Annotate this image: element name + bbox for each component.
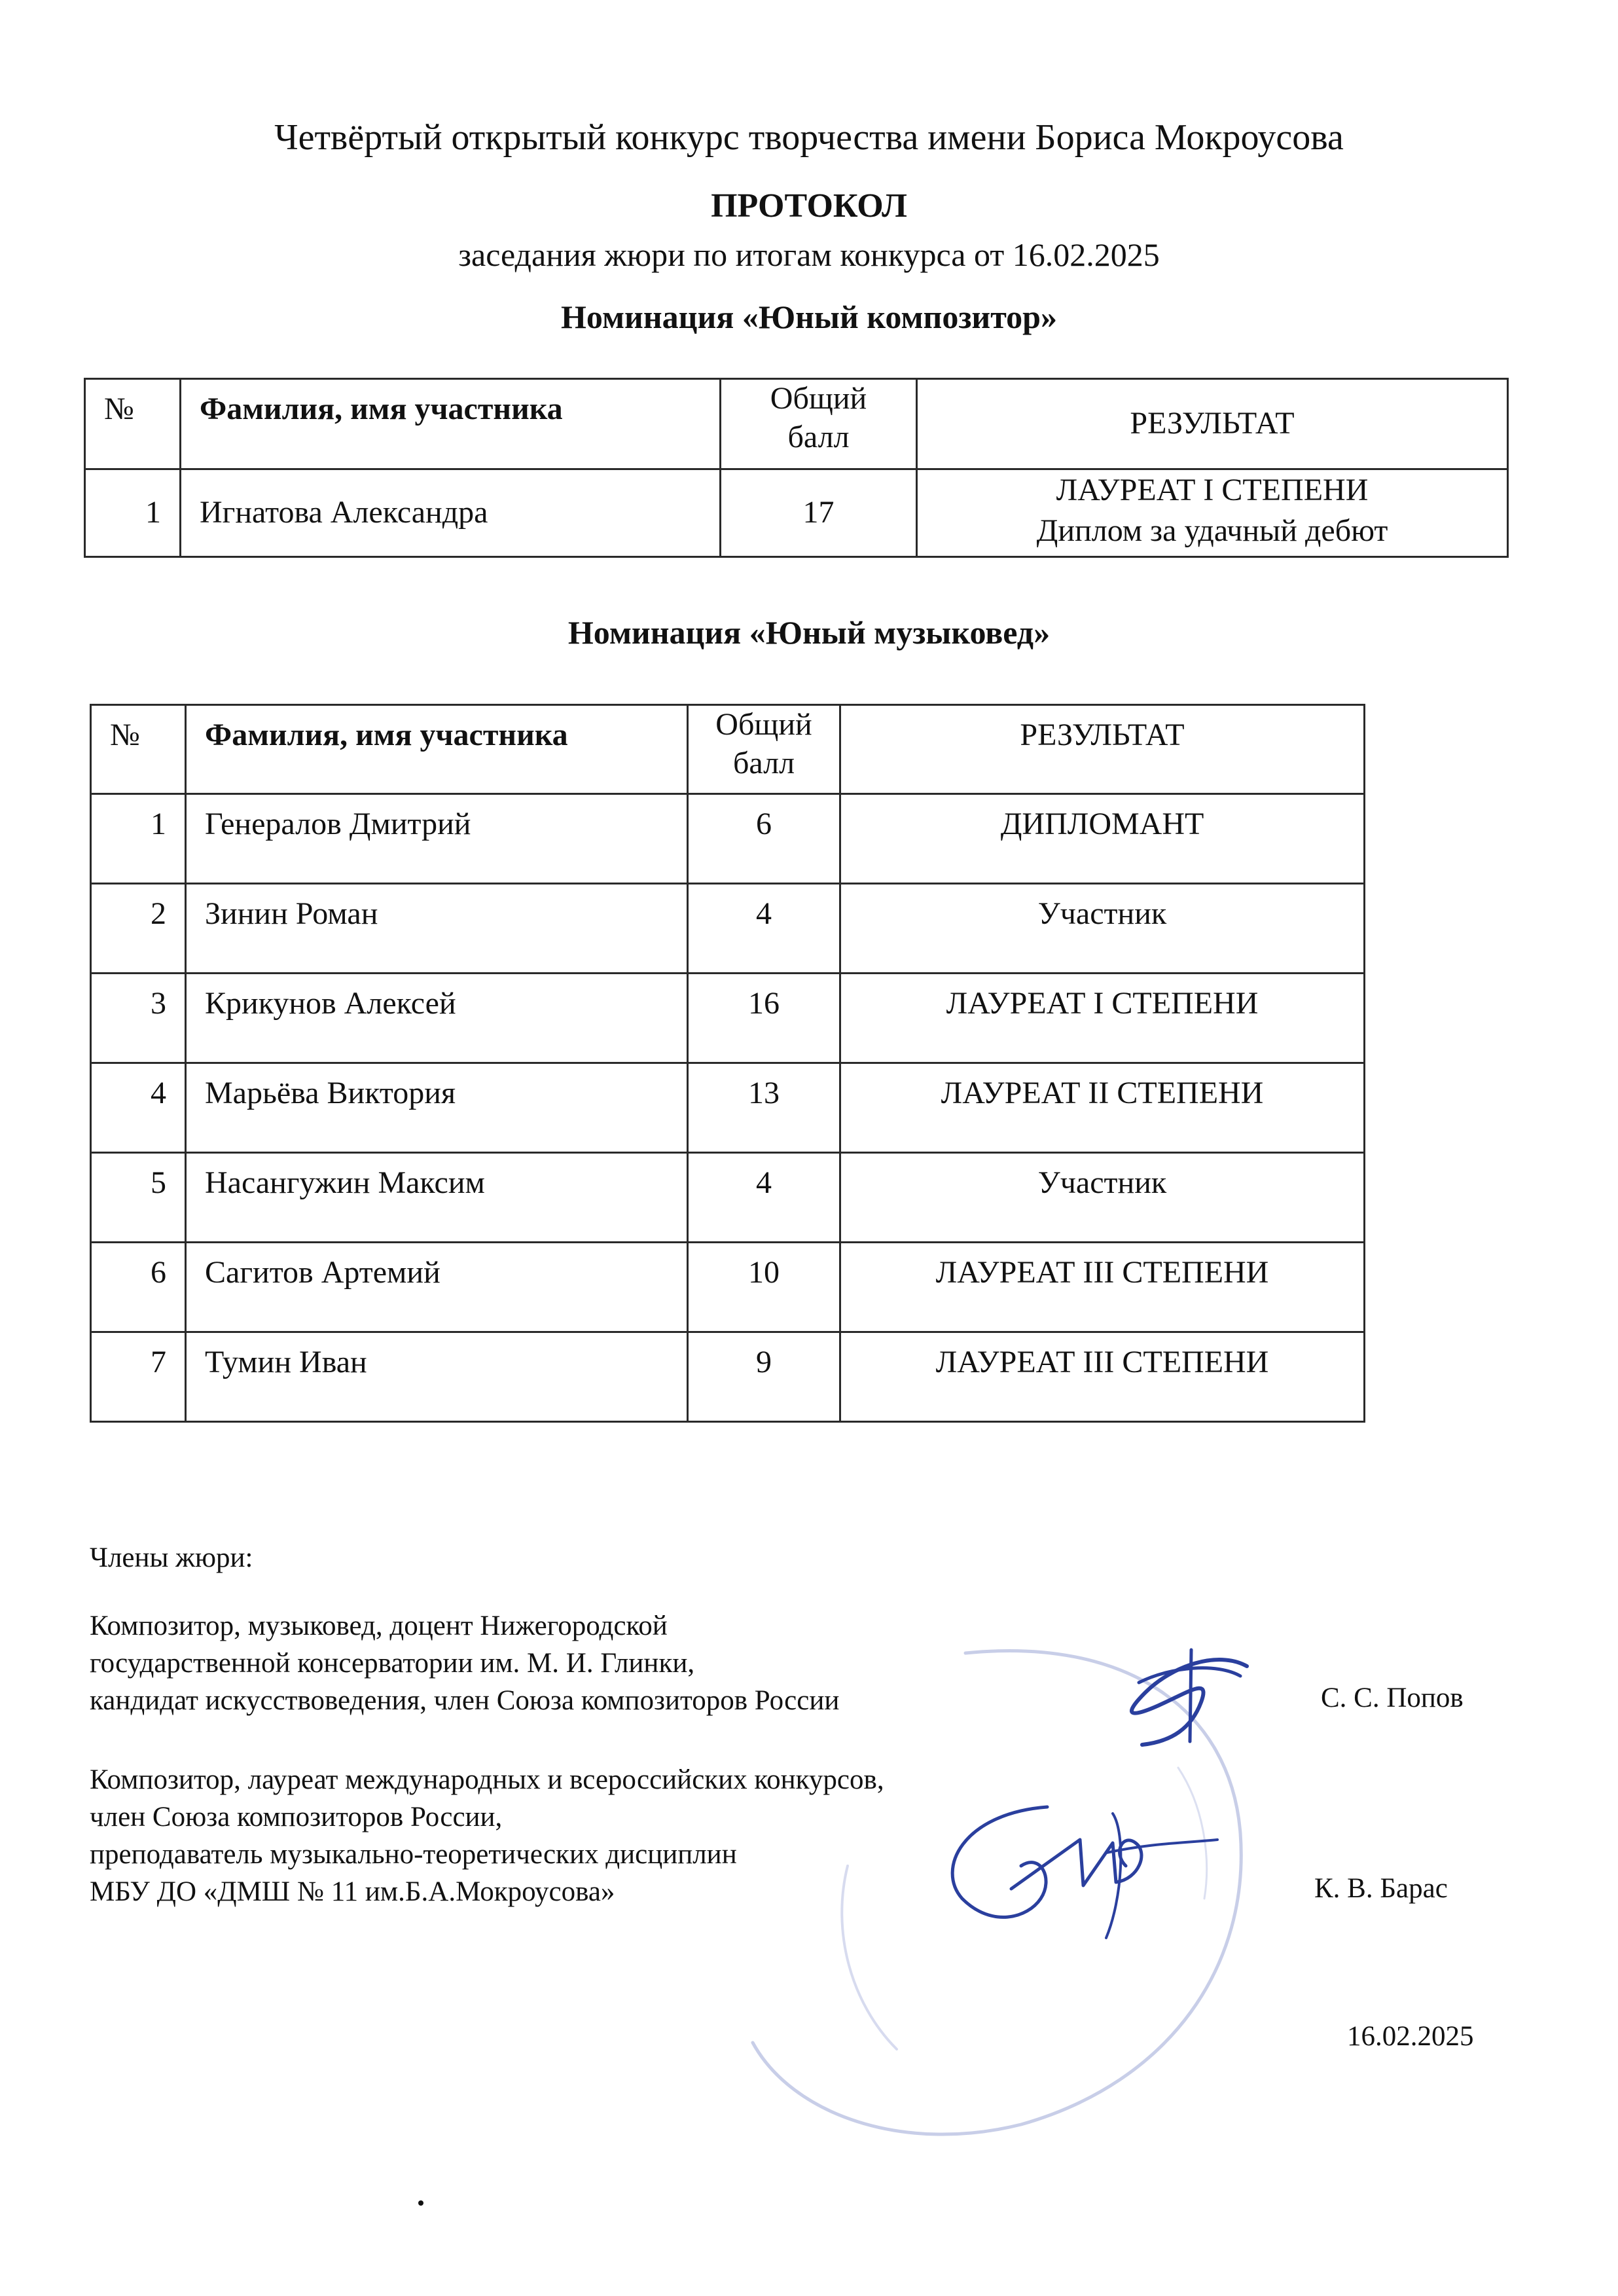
col-result-header: РЕЗУЛЬТАТ	[917, 379, 1508, 469]
jury-member-line: государственной консерватории им. М. И. Глинки,	[90, 1648, 695, 1679]
row-num: 5	[91, 1153, 186, 1243]
jury-member-line: кандидат искусствоведения, член Союза композиторов России	[90, 1685, 840, 1716]
jury-heading: Члены жюри:	[90, 1542, 253, 1573]
row-name: Насангужин Максим	[186, 1153, 688, 1243]
col-num-header: №	[85, 379, 181, 469]
row-score: 4	[688, 884, 840, 974]
row-result: ЛАУРЕАТ II СТЕПЕНИ	[840, 1063, 1365, 1153]
result-extra: Диплом за удачный дебют	[1036, 513, 1388, 549]
table-header-row	[85, 379, 1508, 469]
table-row	[91, 794, 1365, 884]
table-row	[91, 1243, 1365, 1332]
row-score: 6	[688, 794, 840, 884]
jury-member-line: МБУ ДО «ДМШ № 11 им.Б.А.Мокроусова»	[90, 1876, 615, 1907]
col-num-header: №	[91, 705, 186, 794]
signature-popov	[1132, 1650, 1247, 1745]
row-num: 6	[91, 1243, 186, 1332]
row-num: 7	[91, 1332, 186, 1422]
row-name: Марьёва Виктория	[186, 1063, 688, 1153]
jury-member-2-description	[90, 1761, 884, 1910]
row-num: 4	[91, 1063, 186, 1153]
table-row	[85, 469, 1508, 557]
signature-baras	[952, 1807, 1217, 1938]
row-name: Игнатова Александра	[181, 469, 721, 557]
scan-speck	[418, 2200, 423, 2206]
jury-member-1-name: С. С. Попов	[1321, 1683, 1464, 1713]
row-num: 3	[91, 974, 186, 1063]
jury-member-line: Композитор, музыковед, доцент Нижегородской	[90, 1611, 668, 1641]
row-score: 16	[688, 974, 840, 1063]
table-row	[91, 1153, 1365, 1243]
row-num: 1	[91, 794, 186, 884]
nomination-composer-title: Номинация «Юный композитор»	[561, 299, 1057, 335]
document-title: Четвёртый открытый конкурс творчества имени Бориса Мокроусова	[274, 117, 1344, 158]
score-header-line1: Общий	[770, 381, 867, 416]
row-result: ЛАУРЕАТ III СТЕПЕНИ	[840, 1243, 1365, 1332]
jury-member-line: Композитор, лауреат международных и всероссийских конкурсов,	[90, 1764, 884, 1795]
col-score-header	[688, 705, 840, 794]
col-name-header: Фамилия, имя участника	[186, 705, 688, 794]
table-header-row	[91, 705, 1365, 794]
row-result: Участник	[840, 884, 1365, 974]
row-score: 17	[721, 469, 917, 557]
row-num: 1	[85, 469, 181, 557]
result-main: ЛАУРЕАТ I СТЕПЕНИ	[1056, 473, 1369, 507]
jury-member-1-description	[90, 1607, 839, 1719]
table-row	[91, 974, 1365, 1063]
nomination-musicologist-title: Номинация «Юный музыковед»	[567, 614, 1051, 651]
row-result	[917, 469, 1508, 557]
row-result: ЛАУРЕАТ III СТЕПЕНИ	[840, 1332, 1365, 1422]
row-num: 2	[91, 884, 186, 974]
row-name: Генералов Дмитрий	[186, 794, 688, 884]
protocol-heading: ПРОТОКОЛ	[711, 187, 907, 225]
row-score: 10	[688, 1243, 840, 1332]
row-name: Сагитов Артемий	[186, 1243, 688, 1332]
table-row	[91, 1332, 1365, 1422]
row-score: 13	[688, 1063, 840, 1153]
col-score-header	[721, 379, 917, 469]
col-result-header: РЕЗУЛЬТАТ	[840, 705, 1365, 794]
row-name: Зинин Роман	[186, 884, 688, 974]
row-result: ЛАУРЕАТ I СТЕПЕНИ	[840, 974, 1365, 1063]
score-header-line1: Общий	[715, 707, 812, 742]
row-name: Крикунов Алексей	[186, 974, 688, 1063]
row-score: 9	[688, 1332, 840, 1422]
score-header-line2: балл	[787, 419, 850, 454]
jury-member-line: преподаватель музыкально-теоретических дисциплин	[90, 1839, 737, 1870]
jury-member-2-name: К. В. Барас	[1314, 1873, 1448, 1904]
document-date: 16.02.2025	[1347, 2021, 1474, 2052]
row-result: ДИПЛОМАНТ	[840, 794, 1365, 884]
table-row	[91, 884, 1365, 974]
composer-results-table	[84, 378, 1509, 558]
table-row	[91, 1063, 1365, 1153]
score-header-line2: балл	[732, 745, 795, 780]
musicologist-results-table	[90, 704, 1365, 1423]
col-name-header: Фамилия, имя участника	[181, 379, 721, 469]
row-result: Участник	[840, 1153, 1365, 1243]
jury-member-line: член Союза композиторов России,	[90, 1802, 503, 1832]
protocol-subtitle: заседания жюри по итогам конкурса от 16.02.2025	[458, 236, 1160, 273]
row-score: 4	[688, 1153, 840, 1243]
row-name: Тумин Иван	[186, 1332, 688, 1422]
